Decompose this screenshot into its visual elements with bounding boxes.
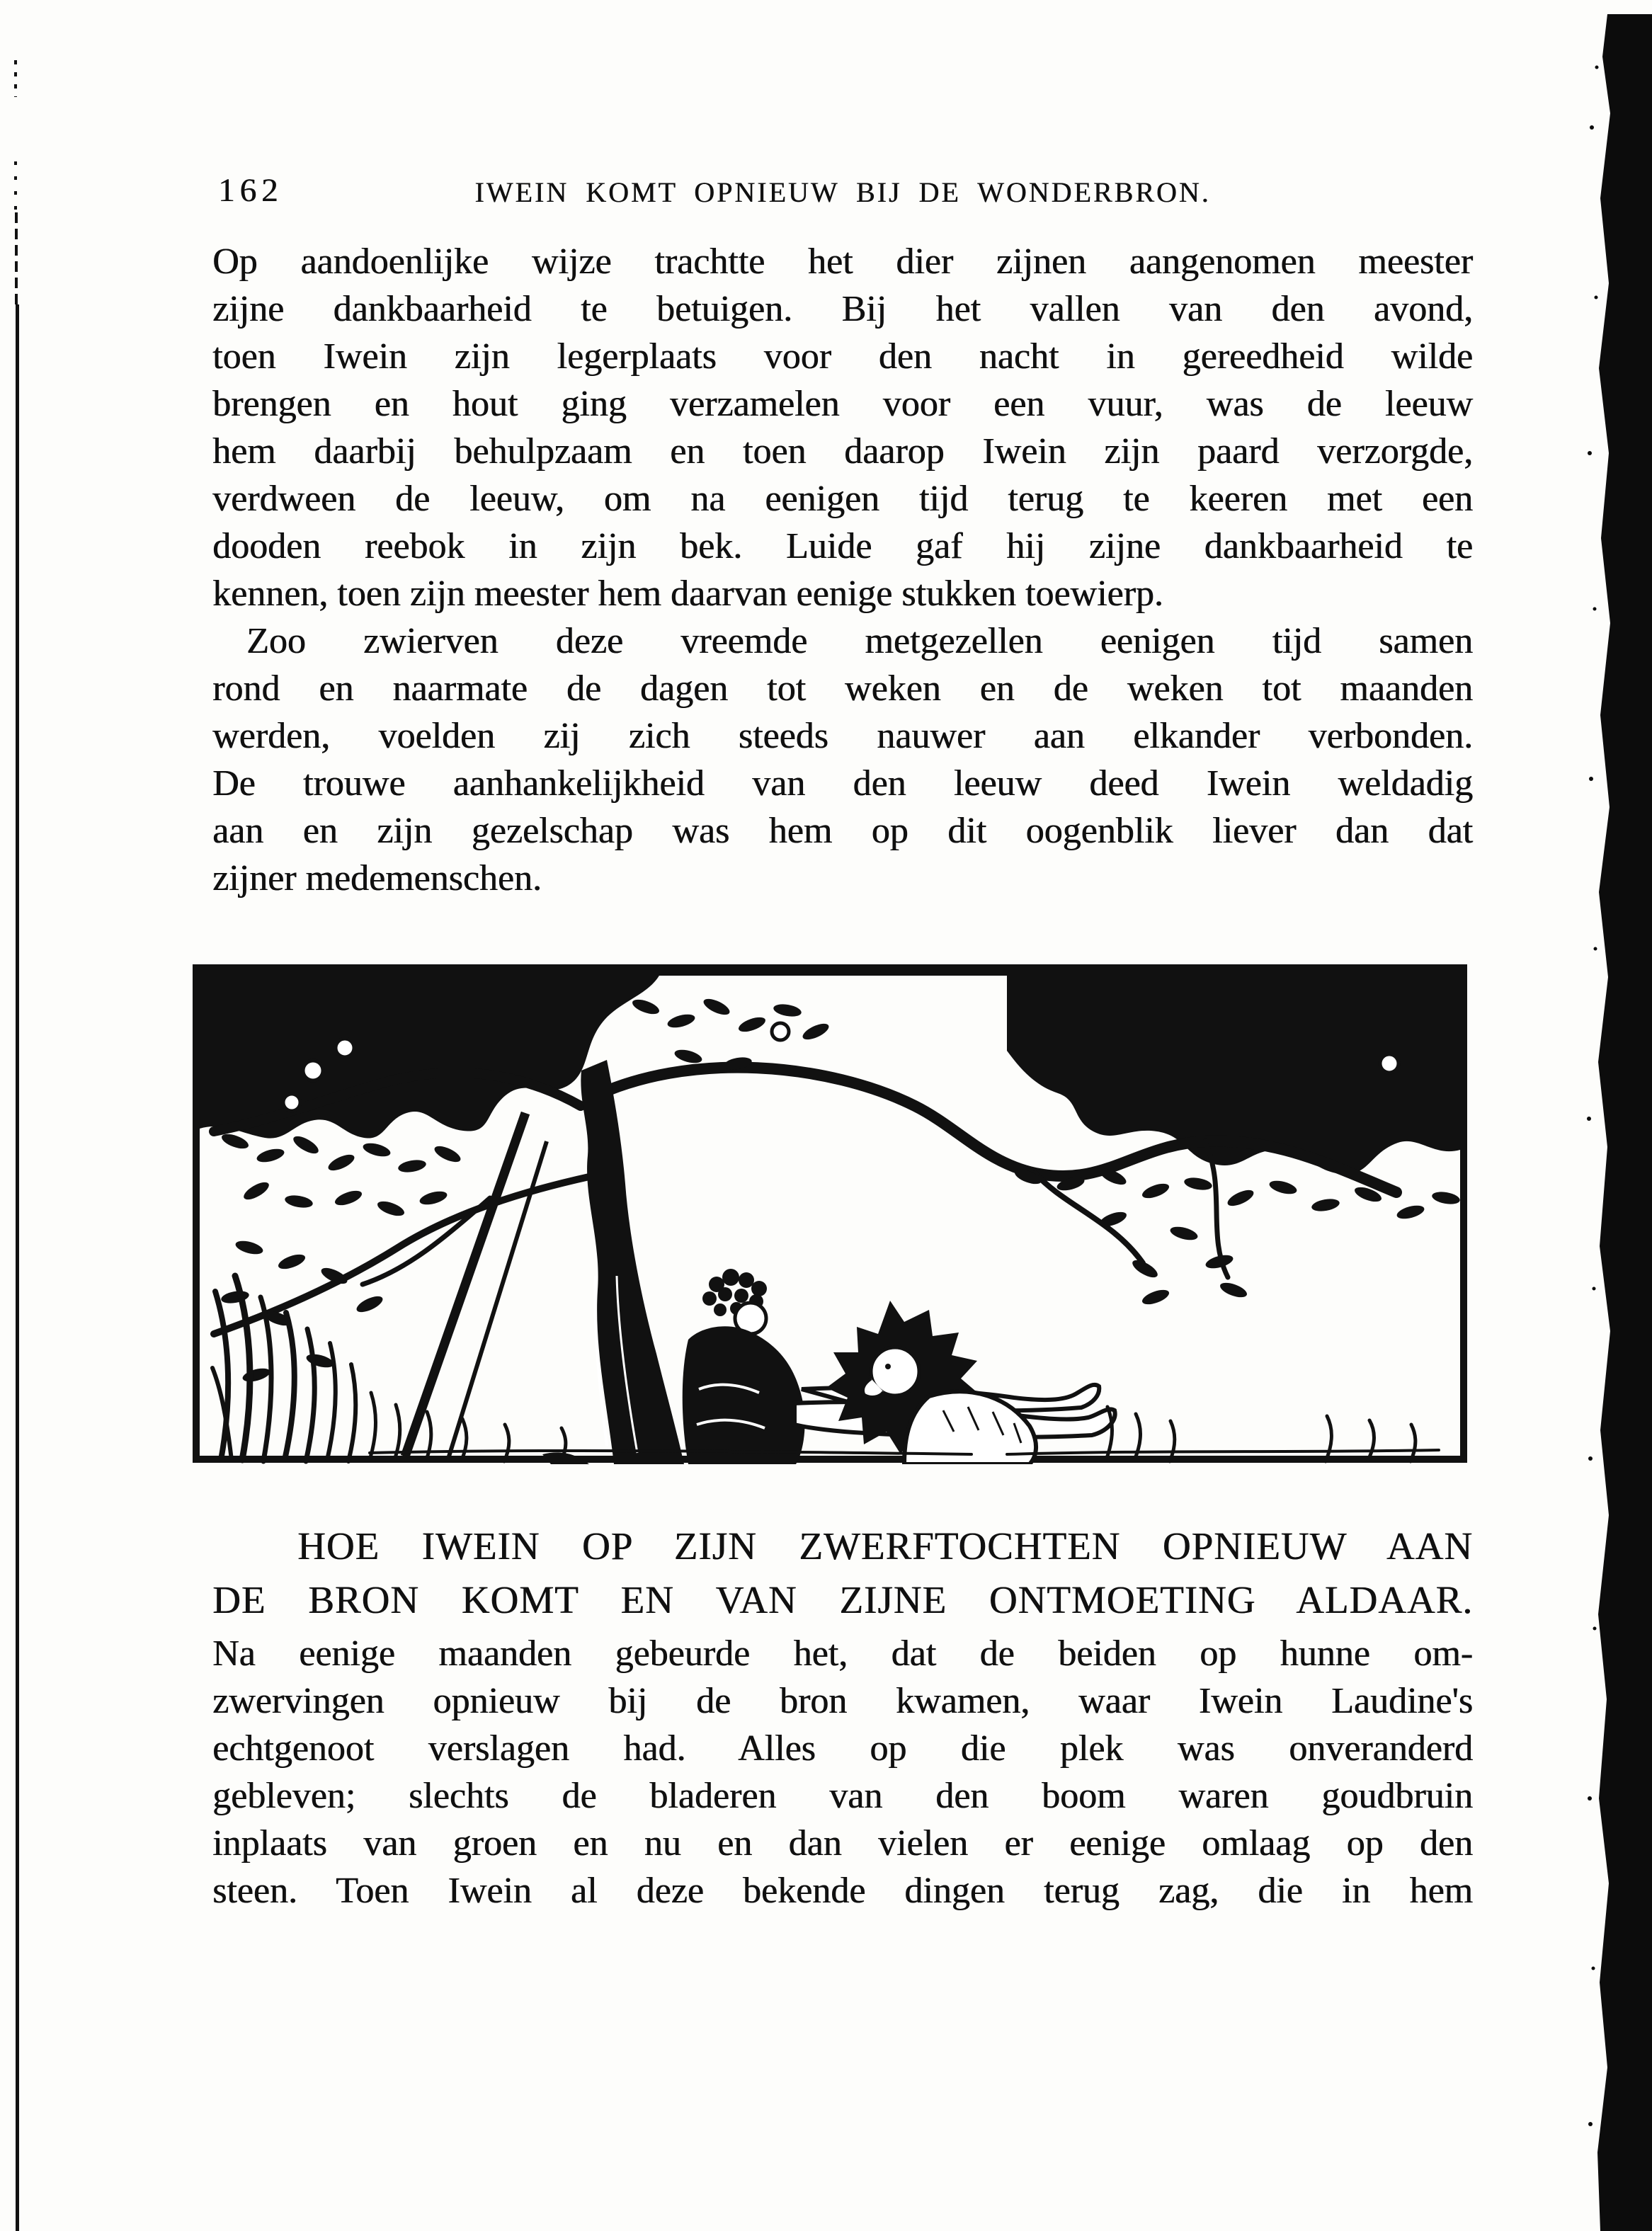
text-line: De trouwe aanhankelijkheid van den leeuw deed Iwein weldadig [212, 763, 1473, 804]
scan-left-edge-dots [14, 161, 17, 212]
text-line: toen Iwein zijn legerplaats voor den nacht in gereedheid wilde [212, 336, 1473, 377]
paragraph-2 [212, 617, 1473, 902]
paragraph-1 [212, 238, 1473, 617]
scan-left-edge-line [16, 304, 19, 2231]
text-line: steen. Toen Iwein al deze bekende dingen terug zag, die in hem [212, 1871, 1473, 1911]
section-heading [212, 1519, 1473, 1627]
scan-binding-shadow [1579, 0, 1652, 2231]
heading-line: DE BRON KOMT EN VAN ZIJNE ONTMOETING ALDAAR. [212, 1578, 1473, 1621]
running-header [212, 164, 1473, 214]
text-line: rond en naarmate de dagen tot weken en de weken tot maanden [212, 668, 1473, 709]
paragraph-3 [212, 1630, 1473, 1915]
text-line: verdween de leeuw, om na eenigen tijd terug te keeren met een [212, 479, 1473, 519]
page-number: 162 [218, 172, 283, 209]
running-title: IWEIN KOMT OPNIEUW BIJ DE WONDERBRON. [474, 176, 1211, 208]
text-line: werden, voelden zij zich steeds nauwer aan elkander verbonden. [212, 716, 1473, 756]
text-line: zijne dankbaarheid te betuigen. Bij het vallen van den avond, [212, 289, 1473, 329]
text-line: dooden reebok in zijn bek. Luide gaf hij zijne dankbaarheid te [212, 526, 1473, 566]
text-line: Op aandoenlijke wijze trachtte het dier zijnen aangenomen meester [212, 241, 1473, 282]
text-line: aan en zijn gezelschap was hem op dit oogenblik liever dan dat [212, 811, 1473, 851]
text-line: zwervingen opnieuw bij de bron kwamen, waar Iwein Laudine's [212, 1681, 1473, 1721]
text-line: gebleven; slechts de bladeren van den boom waren goudbruin [212, 1776, 1473, 1816]
scan-left-edge-dashes [15, 212, 18, 304]
text-line: kennen, toen zijn meester hem daarvan eenige stukken toewierp. [212, 574, 1163, 614]
text-line: Na eenige maanden gebeurde het, dat de beiden op hunne om- [212, 1633, 1473, 1674]
scan-left-edge-dots [14, 60, 17, 97]
text-line: inplaats van groen en nu en dan vielen er eenige omlaag op den [212, 1823, 1473, 1864]
text-line: zijner medemenschen. [212, 858, 542, 898]
heading-line: HOE IWEIN OP ZIJN ZWERFTOCHTEN OPNIEUW AAN [297, 1524, 1473, 1568]
illustration-iwein-lion-under-tree [193, 964, 1467, 1464]
text-line: echtgenoot verslagen had. Alles op die plek was onveranderd [212, 1728, 1473, 1769]
text-line: brengen en hout ging verzamelen voor een vuur, was de leeuw [212, 384, 1473, 424]
text-line: hem daarbij behulpzaam en toen daarop Iwein zijn paard verzorgde, [212, 431, 1473, 472]
text-line: Zoo zwierven deze vreemde metgezellen eenigen tijd samen [246, 621, 1473, 661]
